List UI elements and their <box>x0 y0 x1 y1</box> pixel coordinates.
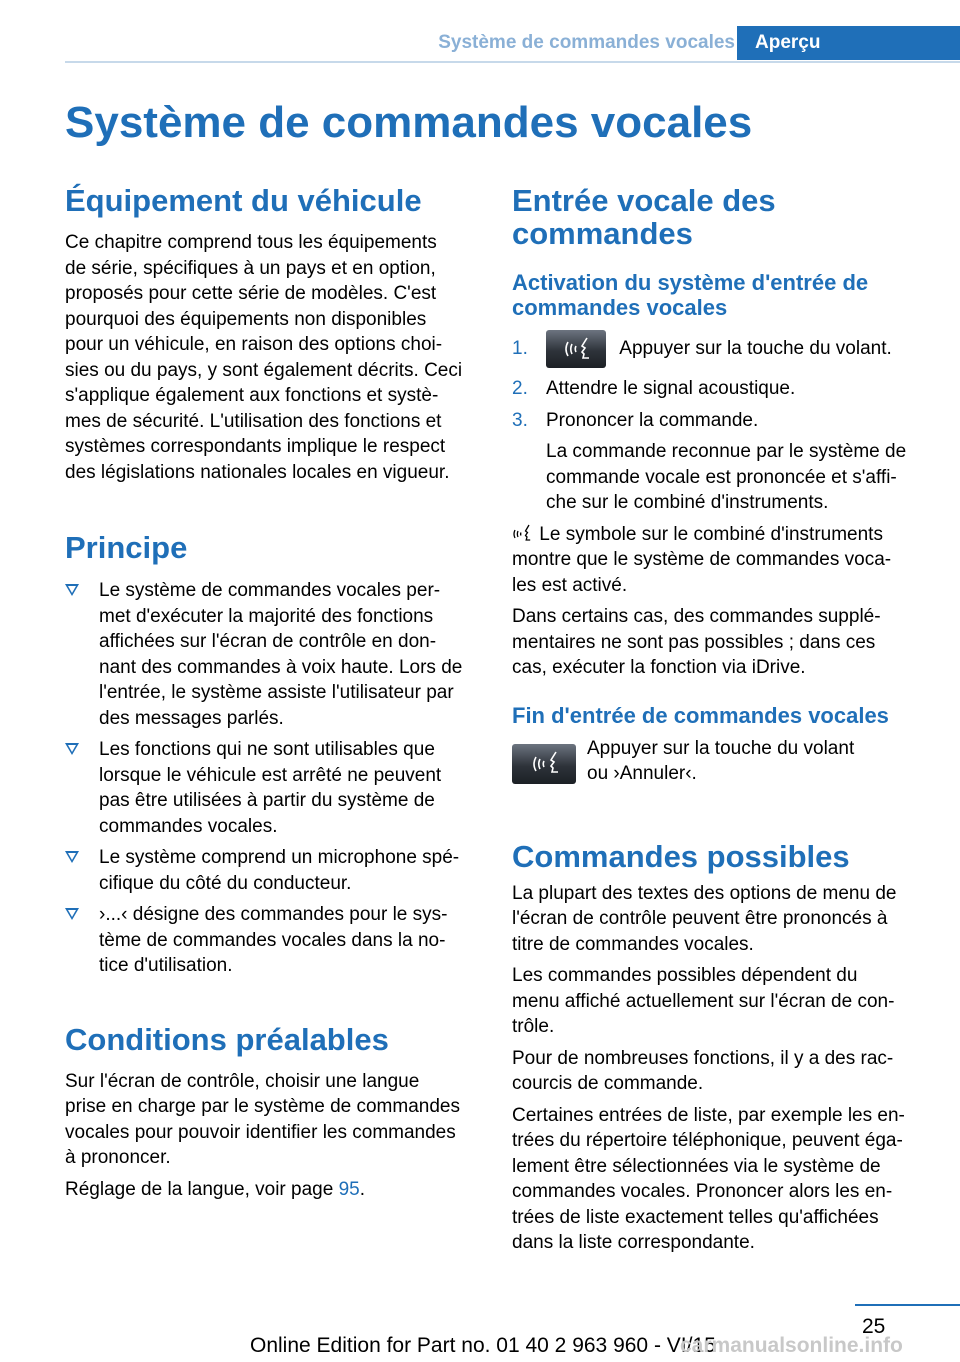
page-link[interactable]: 95 <box>338 1178 360 1200</box>
list-item: ›...‹ désigne des commandes pour le sys- tème de commandes vocales dans la no- tice d'utilisation. <box>65 902 480 979</box>
commands-heading: Commandes possibles <box>512 838 850 874</box>
symbol-paragraph: Le symbole sur le combiné d'instruments montre que le système de commandes voca- les est activé. <box>512 523 892 596</box>
list-triangle-icon <box>65 584 79 596</box>
left-column <box>65 184 480 1202</box>
watermark: carmanualsonline.info <box>680 1334 903 1357</box>
commands-paragraph-2: Les commandes possibles dépendent du menu affiché actuellement sur l'écran de con- trôle. <box>512 965 895 1038</box>
footer-divider <box>855 1304 960 1306</box>
list-item: Le système de commandes vocales per- met d'exécuter la majorité des fonctions affichées sur l'écran de contrôle en don- nant des commandes à voix haute. Lors de l'entrée, le système assiste l'utilisateur par des messages parlés. <box>65 578 480 731</box>
voice-active-symbol-icon <box>512 523 534 543</box>
commands-paragraph-1: La plupart des textes des options de menu de l'écran de contrôle peuvent être prononcés à titre de commandes vocales. <box>512 882 897 955</box>
list-item: Le système comprend un microphone spé- cifique du côté du conducteur. <box>65 845 480 896</box>
conditions-paragraph: Sur l'écran de contrôle, choisir une langue prise en charge par le système de commandes vocales pour pouvoir identifier les commandes à prononcer. <box>65 1070 460 1168</box>
entry-heading: Entrée vocale des commandes <box>512 183 776 251</box>
header-section-title: Système de commandes vocales <box>438 32 735 53</box>
principe-list <box>65 578 480 979</box>
activation-heading: Activation du système d'entrée de commandes vocales <box>512 270 869 320</box>
voice-command-button-icon <box>512 744 576 784</box>
edition-info: Online Edition for Part no. 01 40 2 963 960 - VI/15 <box>250 1334 716 1357</box>
list-item: 2. Attendre le signal acoustique. <box>512 378 796 400</box>
conditions-heading: Conditions préalables <box>65 1021 389 1057</box>
right-column <box>512 184 932 1256</box>
principe-heading: Principe <box>65 530 188 565</box>
voice-command-button-icon <box>546 330 606 368</box>
equipment-heading: Équipement du véhicule <box>65 183 422 218</box>
page-number: 25 <box>862 1315 886 1338</box>
list-triangle-icon <box>65 743 79 755</box>
list-item: 3. Prononcer la commande. La commande reconnue par le système de commande vocale est prononcée et s'affi- che sur le combiné d'instruments. <box>512 409 907 514</box>
end-entry-heading: Fin d'entrée de commandes vocales <box>512 702 889 728</box>
list-triangle-icon <box>65 908 79 920</box>
header-divider <box>65 61 960 63</box>
equipment-paragraph: Ce chapitre comprend tous les équipements de série, spécifiques à un pays et en option, proposés pour cette série de modèles. C'est pourquoi des équipements non disponibles pour un véhicule, en raison des options choi- sies ou du pays, y sont également décrits. Ceci s'applique également aux fonctions et systè- mes de sécurité. L'utilisation des fonctions et systèmes correspondants implique le respect des législations nationales locales en vigueur. <box>65 232 463 483</box>
header-tab-apercu[interactable]: Aperçu <box>737 26 960 60</box>
commands-paragraph-3: Pour de nombreuses fonctions, il y a des rac- courcis de commande. <box>512 1047 894 1095</box>
certain-cases-paragraph: Dans certains cas, des commandes supplé- mentaires ne sont pas possibles ; dans ces cas, exécuter la fonction via iDrive. <box>512 606 881 679</box>
activation-steps <box>512 330 932 516</box>
list-item: 1. Appuyer sur la touche du volant. <box>512 330 932 368</box>
commands-paragraph-4: Certaines entrées de liste, par exemple les en- trées du répertoire téléphonique, peuvent éga- lement être sélectionnées via le système de commandes vocales. Prononcer alors les en- trées de liste exactement telles qu'affichées dans la liste correspondante. <box>512 1104 905 1254</box>
language-reference: Réglage de la langue, voir page 95. <box>65 1178 366 1200</box>
page-title: Système de commandes vocales <box>65 98 753 147</box>
end-entry-row: Appuyer sur la touche du volant ou ›Annuler‹. <box>512 738 932 792</box>
list-triangle-icon <box>65 851 79 863</box>
list-item: Les fonctions qui ne sont utilisables que lorsque le véhicule est arrêté ne peuvent pas être utilisées à partir du système de commandes vocales. <box>65 737 480 839</box>
